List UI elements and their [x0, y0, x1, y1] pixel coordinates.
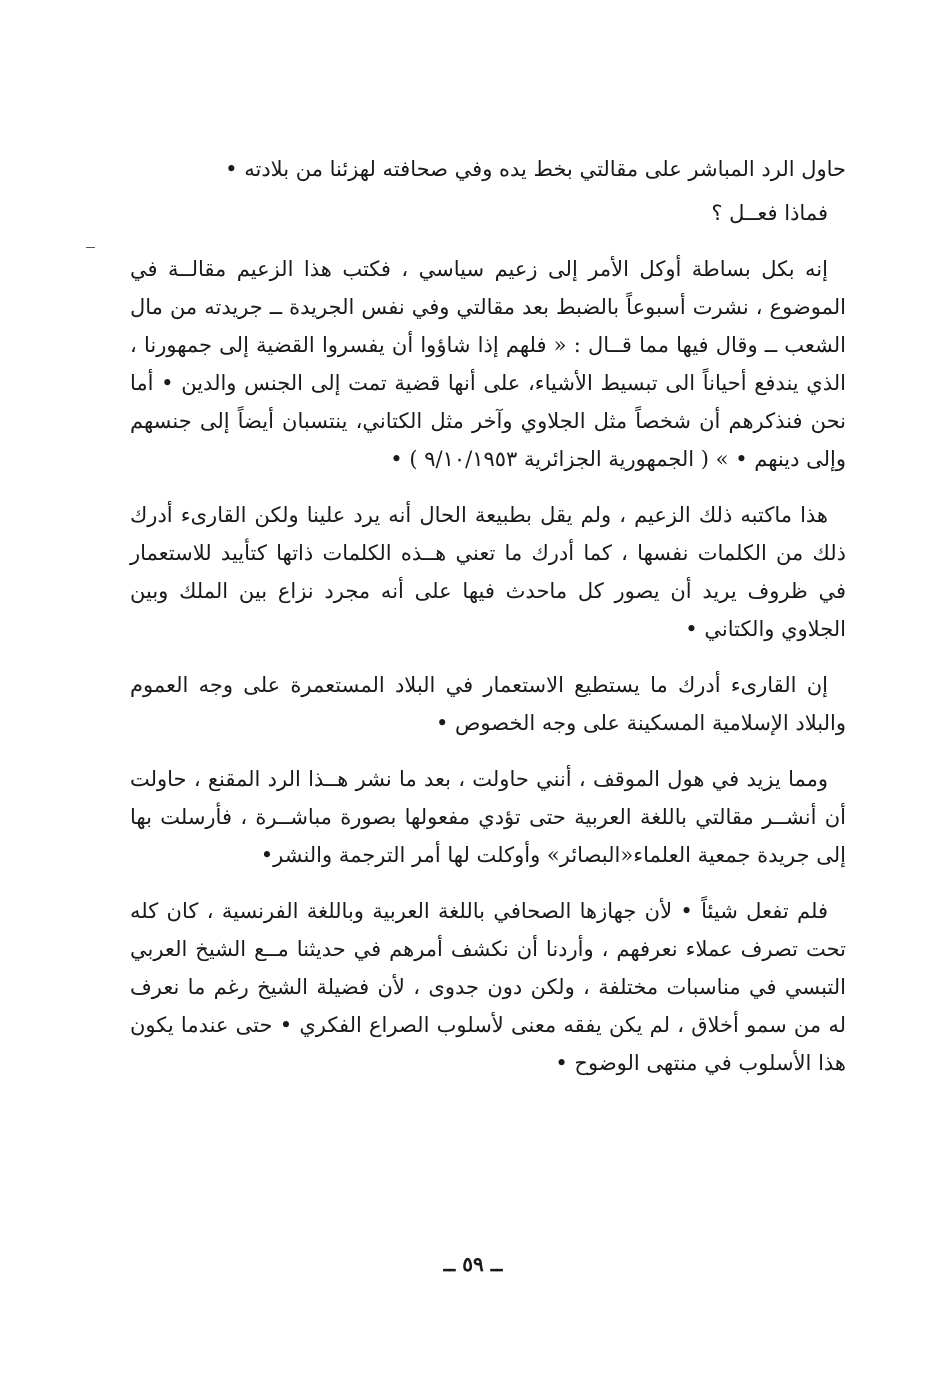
paragraph-4: هذا ماكتبه ذلك الزعيم ، ولم يقل بطبيعة الحال أنه يرد علينا ولكن القارىء أدرك ذلك من الكلمات نفسها ، كما أدرك ما تعني هــذه الكلمات ذاتها كتأييد للاستعمار في ظروف يريد أن يصور كل ماحدث فيها على أنه مجرد نزاع بين الملك وبين الجلاوي والكتاني • [130, 503, 846, 641]
paragraph-5: إن القارىء أدرك ما يستطيع الاستعمار في البلاد المستعمرة على وجه العموم والبلاد الإسلامية المسكينة على وجه الخصوص • [130, 673, 846, 735]
page-number: ــ ٥٩ ــ [443, 1252, 503, 1276]
body-text [130, 150, 846, 1082]
paragraph-question: فماذا فعــل ؟ [711, 201, 828, 225]
paragraph-7: فلم تفعل شيئاً • لأن جهازها الصحافي باللغة العربية وباللغة الفرنسية ، كان كله تحت تصرف عملاء نعرفهم ، وأردنا أن نكشف أمرهم في حديثنا مــع الشيخ العربي التبسي في مناسبات مختلفة ، ولكن دون جدوى ، لأن فضيلة الشيخ رغم ما نعرف له من سمو أخلاق ، لم يكن يفقه معنى لأسلوب الصراع الفكري • حتى عندما يكون هذا الأسلوب في منتهى الوضوح • [130, 899, 846, 1075]
margin-mark [86, 247, 95, 248]
paragraph-6: ومما يزيد في هول الموقف ، أنني حاولت ، بعد ما نشر هــذا الرد المقنع ، حاولت أن أنشــر مقالتي باللغة العربية حتى تؤدي مفعولها بصورة مباشــرة ، فأرسلت بها إلى جريدة جمعية العلماء«البصائر» وأوكلت لها أمر الترجمة والنشر• [130, 767, 846, 867]
paragraph-1: حاول الرد المباشر على مقالتي بخط يده وفي صحافته لهزئنا من بلادته • [225, 157, 846, 181]
paragraph-3: إنه بكل بساطة أوكل الأمر إلى زعيم سياسي ، فكتب هذا الزعيم مقالــة في الموضوع ، نشرت أسبوعاً بالضبط بعد مقالتي وفي نفس الجريدة ــ جريدته من مال الشعب ــ وقال فيها مما قــال : « فلهم إذا شاؤوا أن يفسروا القضية إلى جمهورنا ، الذي يندفع أحياناً الى تبسيط الأشياء، على أنها قضية تمت إلى الجنس والدين • أما نحن فنذكرهم أن شخصاً مثل الجلاوي وآخر مثل الكتاني، ينتسبان أيضاً إلى جنسهم وإلى دينهم • » ( الجمهورية الجزائرية ٩/١٠/١٩٥٣ ) • [130, 257, 846, 471]
